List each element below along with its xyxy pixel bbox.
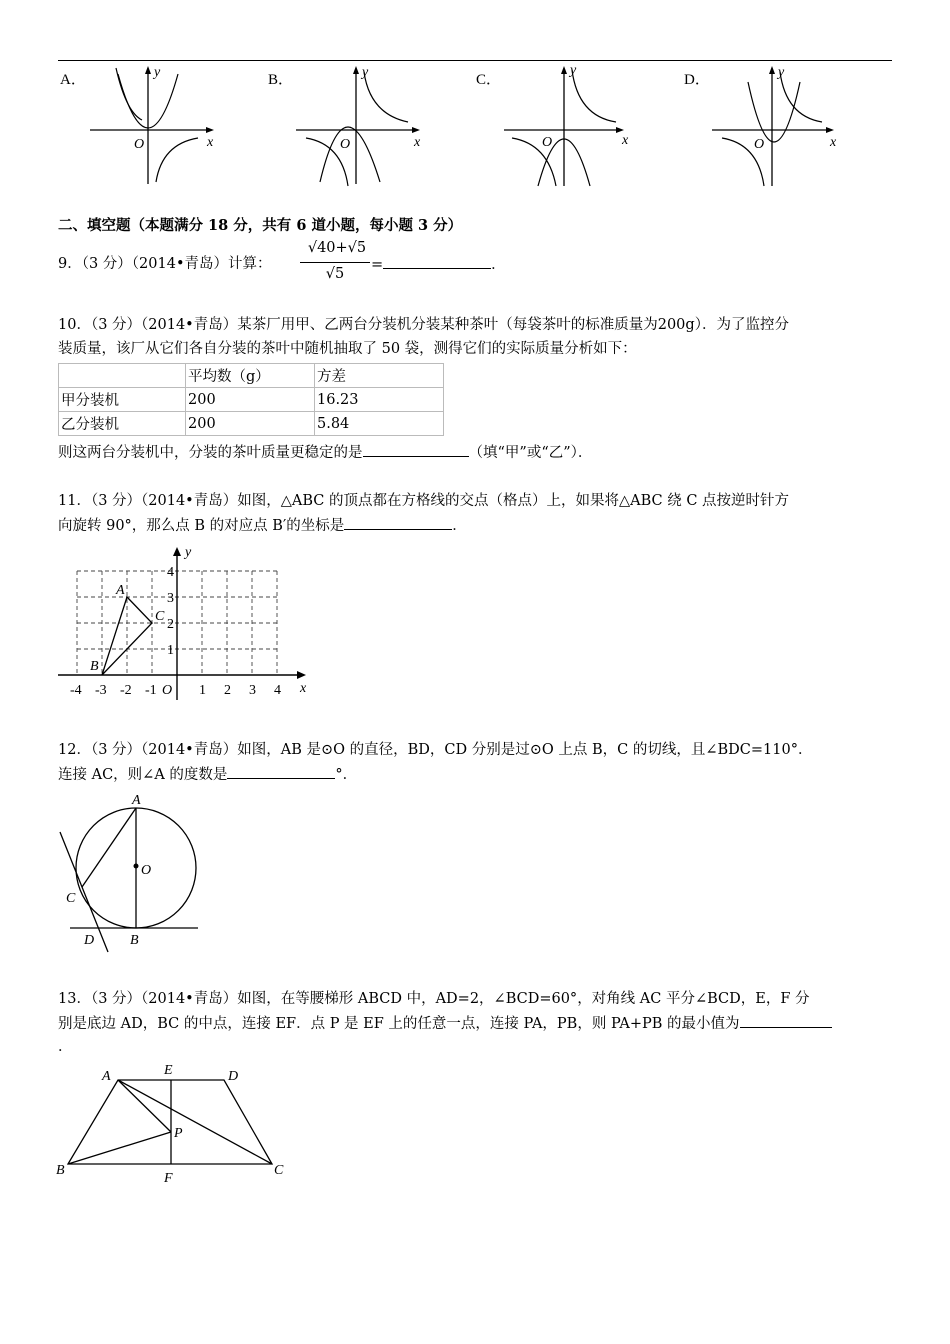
point-a-label: A xyxy=(132,793,141,808)
origin-label: O xyxy=(542,135,553,150)
grid-x-label: x xyxy=(300,681,307,696)
q12-line1: 12．（3 分）（2014•青岛）如图，AB 是⊙O 的直径，BD，CD 分别是过⊙O 上点 B，C 的切线，且∠BDC=110°． xyxy=(58,742,813,758)
point-d-label: D xyxy=(84,933,95,948)
table-cell: 乙分装机 xyxy=(59,412,186,436)
q9-numerator: √40+√5 xyxy=(307,240,367,256)
x-tick: -4 xyxy=(70,683,82,698)
table-header-row xyxy=(59,364,444,388)
table-row xyxy=(59,388,444,412)
point-b-label: B xyxy=(90,659,99,674)
option-a-label: A． xyxy=(60,72,86,88)
axis-y-label: y xyxy=(362,65,369,80)
x-tick: 2 xyxy=(224,683,231,698)
q9-denominator: √5 xyxy=(325,266,345,282)
y-tick: 4 xyxy=(167,565,174,580)
origin-label: O xyxy=(340,137,351,152)
axis-y-label: y xyxy=(154,65,161,80)
q11-grid-figure xyxy=(56,542,326,702)
axis-y-label: y xyxy=(570,63,577,78)
origin-label: O xyxy=(754,137,765,152)
point-c-label: C xyxy=(66,891,76,906)
q11-line2-prefix: 向旋转 90°，那么点 B 的对应点 B′的坐标是 xyxy=(58,518,345,534)
origin-label: O xyxy=(134,137,145,152)
x-tick: 3 xyxy=(249,683,256,698)
point-c-label: C xyxy=(274,1163,284,1178)
q10-after-suffix: （填“甲”或“乙”）． xyxy=(468,445,593,461)
q13-line3: ． xyxy=(58,1039,73,1055)
y-tick: 3 xyxy=(167,591,174,606)
point-b-label: B xyxy=(56,1163,65,1178)
q11-line2-end: ． xyxy=(452,518,467,534)
axis-y-label: y xyxy=(778,65,785,80)
table-header-cell xyxy=(59,364,186,388)
x-tick: -2 xyxy=(120,683,132,698)
y-tick: 2 xyxy=(167,617,174,632)
table-row xyxy=(59,412,444,436)
q10-after-prefix: 则这两台分装机中，分装的茶叶质量更稳定的是 xyxy=(58,445,363,461)
option-a-graph xyxy=(82,62,222,187)
x-tick: 1 xyxy=(199,683,206,698)
table-cell: 200 xyxy=(186,412,315,436)
table-header-cell: 方差 xyxy=(315,364,444,388)
point-f-label: F xyxy=(164,1171,173,1186)
point-c-label: C xyxy=(155,609,165,624)
q9-fraction xyxy=(300,240,375,290)
point-a-label: A xyxy=(102,1069,111,1084)
axis-x-label: x xyxy=(414,135,421,150)
q10-line2: 装质量，该厂从它们各自分装的茶叶中随机抽取了 50 袋，测得它们的实际质量分析如下： xyxy=(58,341,637,357)
q13-line2: 别是底边 AD，BC 的中点，连接 EF．点 P 是 EF 上的任意一点，连接 PA，PB，则 PA+PB 的最小值为 xyxy=(58,1016,740,1032)
table-header-cell: 平均数（g） xyxy=(186,364,315,388)
x-tick: -1 xyxy=(145,683,157,698)
option-c-label: C． xyxy=(476,72,502,88)
q12-circle-figure xyxy=(56,788,206,953)
table-cell: 甲分装机 xyxy=(59,388,186,412)
q9-equals: = xyxy=(371,257,384,273)
option-d-graph xyxy=(706,62,846,187)
grid-origin-label: O xyxy=(162,683,173,698)
table-cell: 200 xyxy=(186,388,315,412)
y-tick: 1 xyxy=(167,643,174,658)
x-tick: -3 xyxy=(95,683,107,698)
q9-end: ． xyxy=(491,257,506,273)
x-tick: 4 xyxy=(274,683,281,698)
point-b-label: B xyxy=(130,933,139,948)
axis-x-label: x xyxy=(207,135,214,150)
q12-line2-end: °． xyxy=(335,767,358,783)
q9-answer-line xyxy=(371,252,506,277)
option-d-label: D． xyxy=(684,72,710,88)
table-cell: 16.23 xyxy=(315,388,444,412)
q13-line2-wrap xyxy=(58,1011,832,1036)
q9-prefix: 9．（3 分）（2014•青岛）计算： xyxy=(58,256,272,272)
point-a-label: A xyxy=(116,583,125,598)
q11-line1: 11．（3 分）（2014•青岛）如图，△ABC 的顶点都在方格线的交点（格点）上，如果将△ABC 绕 C 点按逆时针方 xyxy=(58,493,790,509)
axis-x-label: x xyxy=(622,133,629,148)
point-p-label: P xyxy=(174,1126,183,1141)
option-b-label: B． xyxy=(268,72,294,88)
point-e-label: E xyxy=(164,1063,173,1078)
q12-line2 xyxy=(58,762,357,787)
header-rule xyxy=(58,60,892,61)
point-d-label: D xyxy=(228,1069,239,1084)
option-c-graph xyxy=(498,62,638,187)
q10-line1: 10．（3 分）（2014•青岛）某茶厂用甲、乙两台分装机分装某种茶叶（每袋茶叶的标准质量为200g）．为了监控分 xyxy=(58,317,789,333)
axis-x-label: x xyxy=(830,135,837,150)
q13-line1: 13．（3 分）（2014•青岛）如图，在等腰梯形 ABCD 中，AD=2，∠BCD=60°，对角线 AC 平分∠BCD，E，F 分 xyxy=(58,991,810,1007)
option-b-graph xyxy=(290,62,430,187)
q13-trapezoid-figure xyxy=(54,1060,299,1188)
q11-line2 xyxy=(58,513,467,538)
section-title: 二、填空题（本题满分 18 分，共有 6 道小题，每小题 3 分） xyxy=(58,217,463,234)
point-o-label: O xyxy=(141,863,152,878)
table-cell: 5.84 xyxy=(315,412,444,436)
q10-table xyxy=(58,363,444,436)
q10-answer-line xyxy=(58,440,592,465)
grid-y-label: y xyxy=(185,545,192,560)
q12-line2-prefix: 连接 AC，则∠A 的度数是 xyxy=(58,767,228,783)
